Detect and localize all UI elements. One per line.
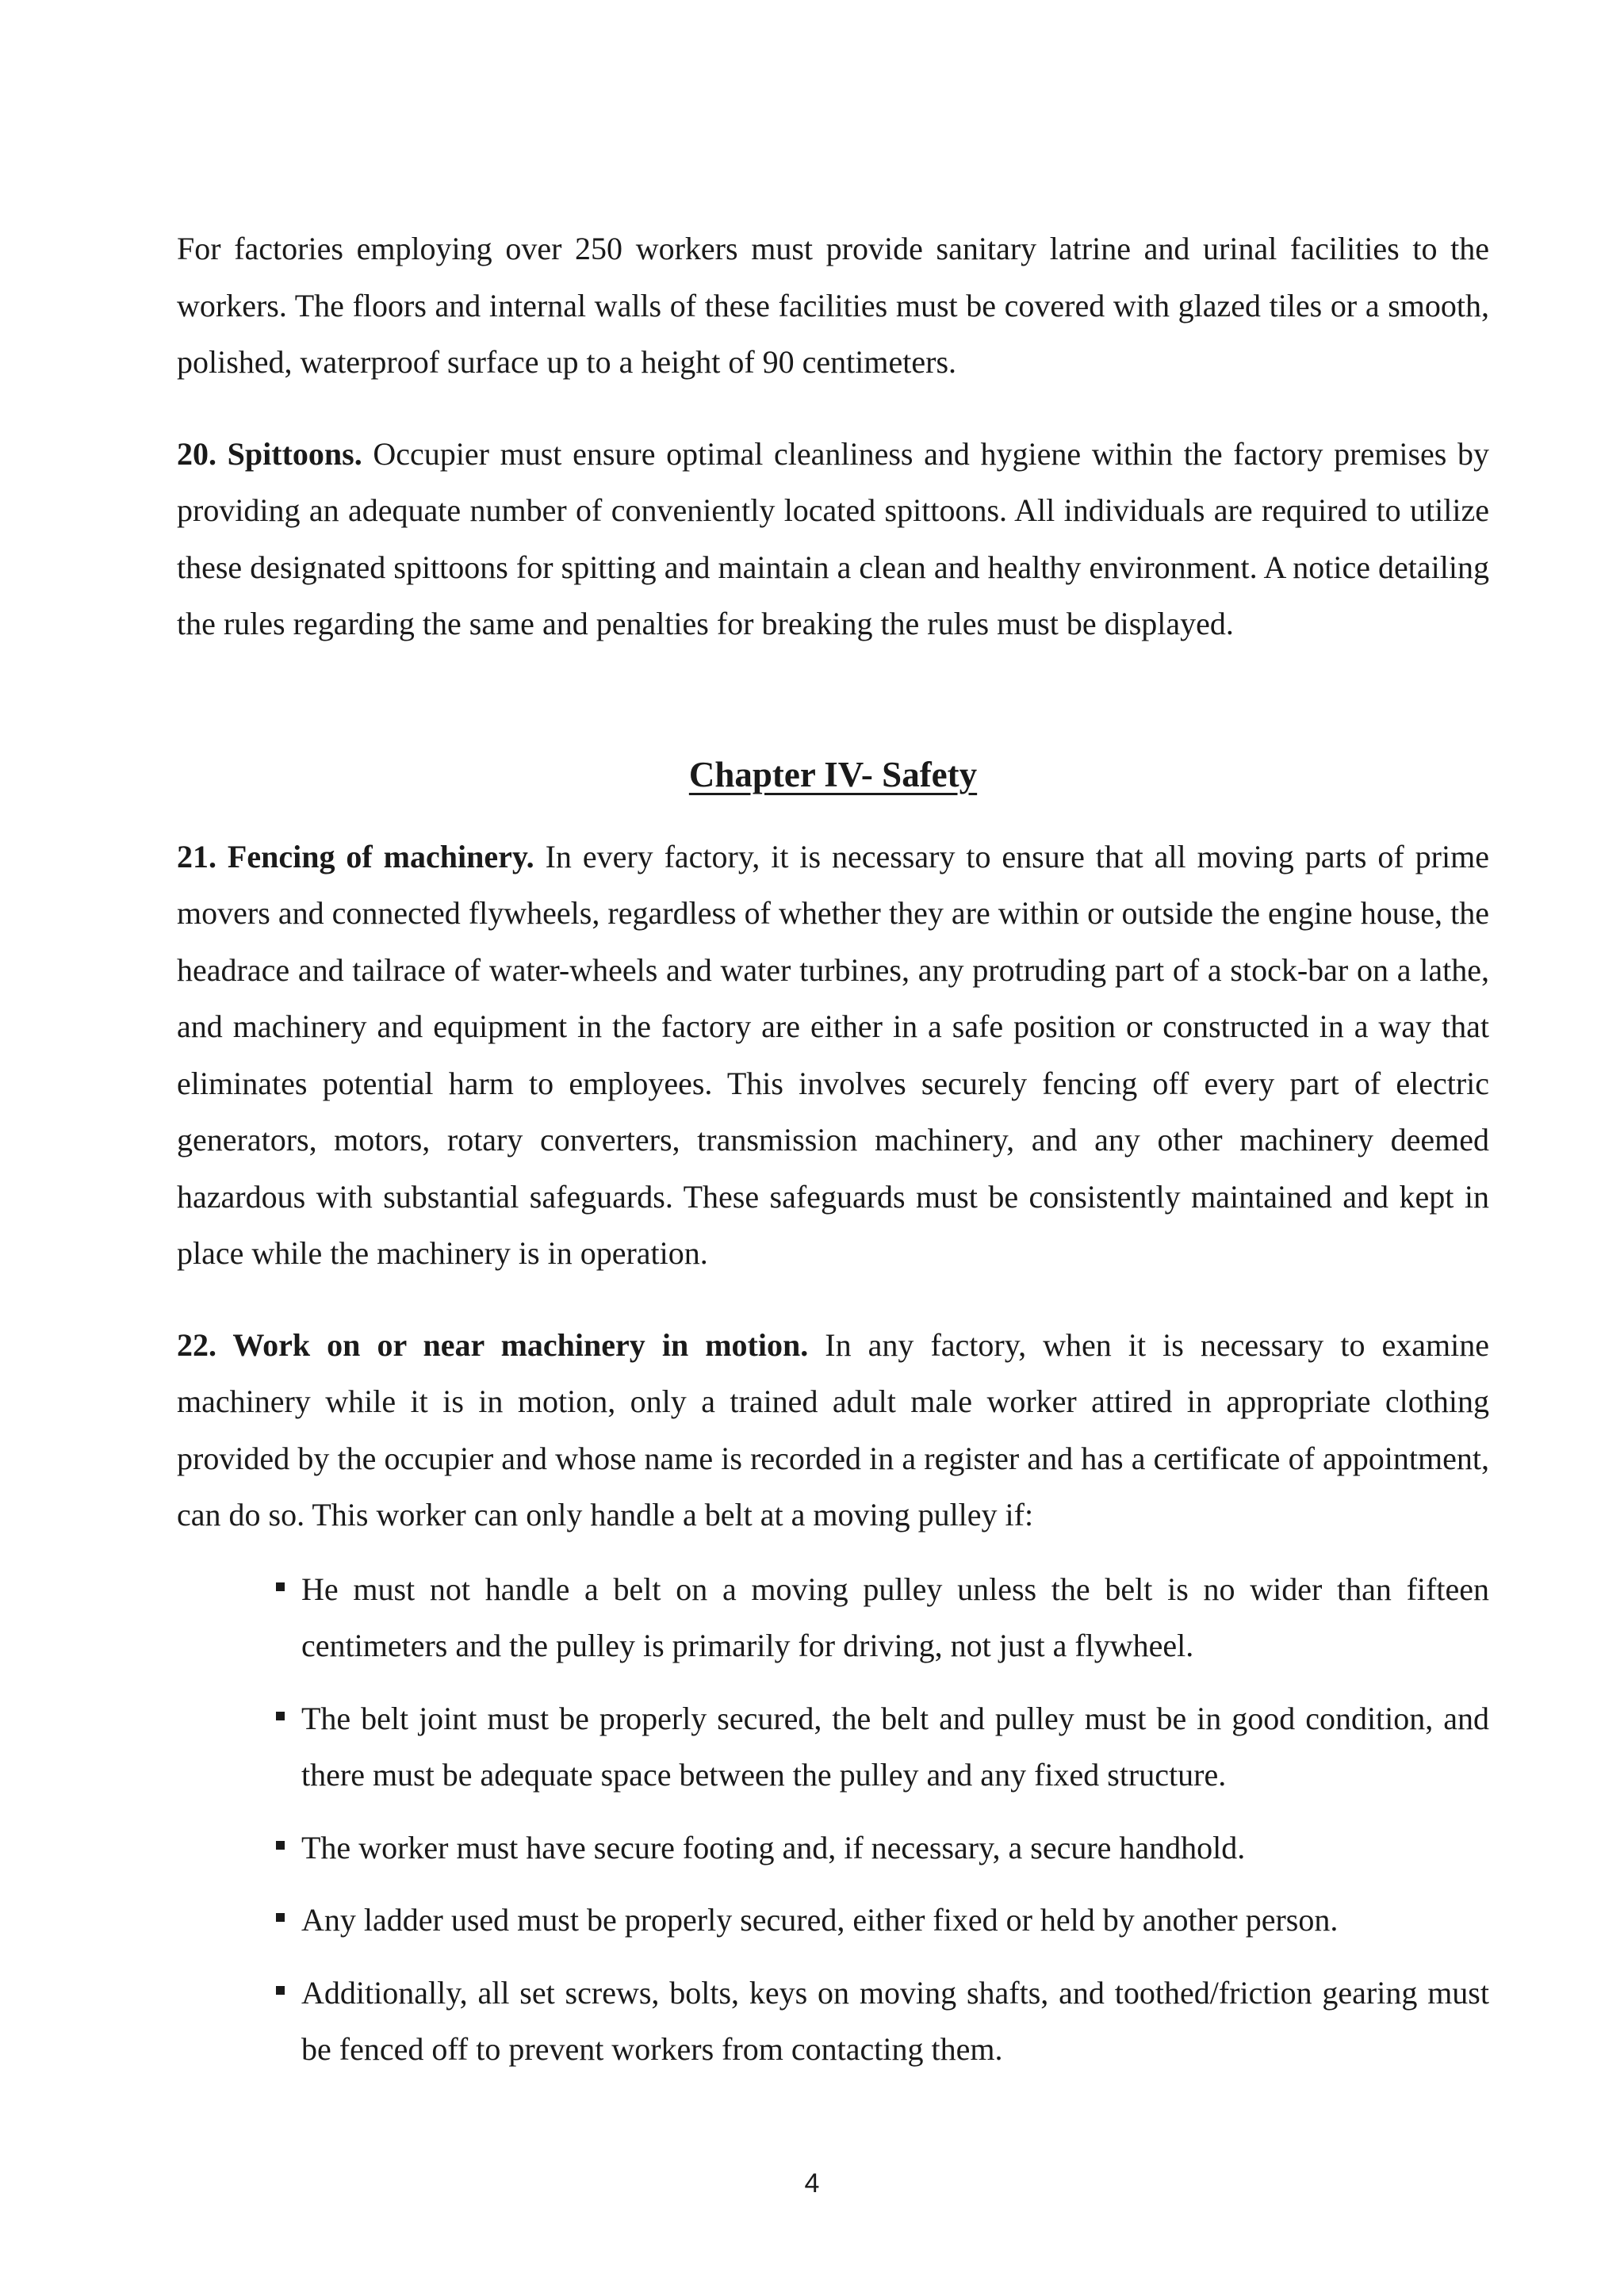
page-number: 4 <box>804 2168 820 2198</box>
square-bullet-icon <box>276 1582 285 1591</box>
section-21-heading: 21. Fencing of machinery. <box>177 838 534 874</box>
page-content <box>177 220 1489 2094</box>
section-22-heading: 22. Work on or near machinery in motion. <box>177 1326 809 1363</box>
list-item-text: The belt joint must be properly secured, the belt and pulley must be in good condition, and there must be adequate space between the pulley and any fixed structure. <box>301 1700 1489 1793</box>
conditions-list <box>177 1561 1489 2078</box>
section-22-body: In any factory, when it is necessary to examine machinery while it is in motion, only a trained adult male worker attired in appropriate clothing provided by the occupier and whose name is recorded in a register and has a certificate of appointment, can do so. This worker can only handle a belt at a moving pulley if: <box>177 1326 1489 1533</box>
list-item <box>301 1892 1489 1949</box>
chapter-title: Chapter IV- Safety <box>688 754 978 794</box>
square-bullet-icon <box>276 1841 285 1850</box>
section-22-motion <box>177 1317 1489 1544</box>
list-item <box>301 1965 1489 2078</box>
section-20-spittoons <box>177 426 1489 652</box>
list-item <box>301 1690 1489 1804</box>
section-20-heading: 20. Spittoons. <box>177 435 362 472</box>
section-20-body: Occupier must ensure optimal cleanliness and hygiene within the factory premises by providing an adequate number of conveniently located spittoons. All individuals are required to utilize these designated spittoons for spitting and maintain a clean and healthy environment. A notice detailing the rules regarding the same and penalties for breaking the rules must be displayed. <box>177 435 1489 641</box>
list-item-text: He must not handle a belt on a moving pulley unless the belt is no wider than fifteen centimeters and the pulley is primarily for driving, not just a flywheel. <box>301 1571 1489 1663</box>
list-item-text: Any ladder used must be properly secured, either fixed or held by another person. <box>301 1902 1339 1938</box>
list-item <box>301 1561 1489 1674</box>
square-bullet-icon <box>276 1712 285 1720</box>
list-item <box>301 1820 1489 1877</box>
square-bullet-icon <box>276 1913 285 1922</box>
list-item-text: The worker must have secure footing and, if necessary, a secure handhold. <box>301 1829 1246 1866</box>
section-21-body: In every factory, it is necessary to ensure that all moving parts of prime movers and connected flywheels, regardless of whether they are within or outside the engine house, the headrace and tailrace of water-wheels and water turbines, any protruding part of a stock-bar on a lathe, and machinery and equipment in the factory are either in a safe position or constructed in a way that eliminates potential harm to employees. This involves securely fencing off every part of electric generators, motors, rotary converters, transmission machinery, and any other machinery deemed hazardous with substantial safeguards. These safeguards must be consistently maintained and kept in place while the machinery is in operation. <box>177 838 1489 1271</box>
section-21-fencing <box>177 828 1489 1282</box>
intro-paragraph: For factories employing over 250 workers must provide sanitary latrine and urinal facilities to the workers. The floors and internal walls of these facilities must be covered with glazed tiles or a smooth, polished, waterproof surface up to a height of 90 centimeters. <box>177 231 1489 380</box>
chapter-heading-wrap <box>177 754 1489 795</box>
list-item-text: Additionally, all set screws, bolts, keys on moving shafts, and toothed/friction gearing must be fenced off to prevent workers from contacting them. <box>301 1974 1489 2067</box>
square-bullet-icon <box>276 1986 285 1995</box>
